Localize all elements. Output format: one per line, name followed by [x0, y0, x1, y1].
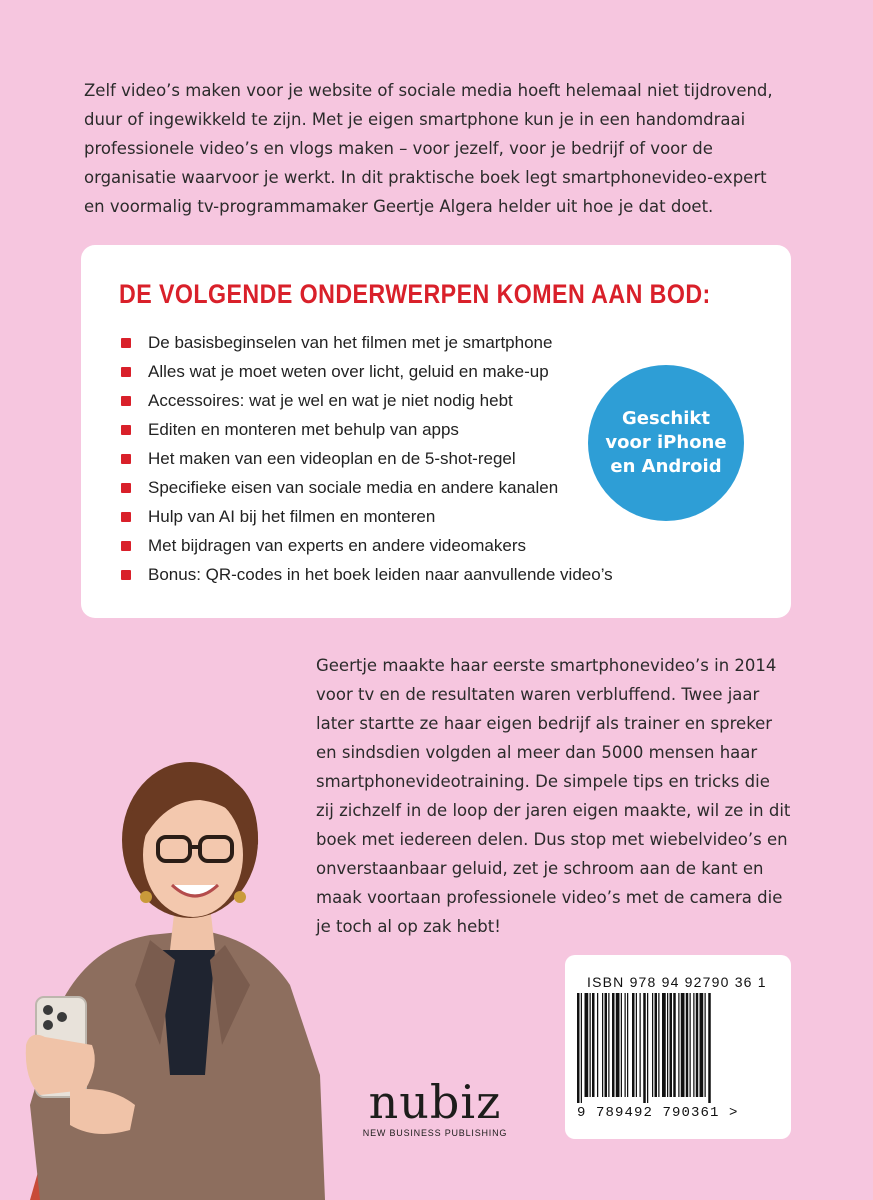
- intro-text: [84, 76, 804, 221]
- list-item-label: Het maken van een videoplan en de 5-shot-regel: [148, 448, 516, 468]
- bio-line: later startte ze haar eigen bedrijf als trainer en spreker: [316, 714, 773, 733]
- intro-line: duur of ingewikkeld te zijn. Met je eigen smartphone kun je in een handomdraai: [84, 110, 746, 129]
- barcode-box: [565, 955, 791, 1139]
- author-bio: [316, 651, 816, 941]
- bio-line: voor tv en de resultaten waren verbluffend. Twee jaar: [316, 685, 760, 704]
- list-item: [121, 473, 613, 502]
- topics-title: DE VOLGENDE ONDERWERPEN KOMEN AAN BOD:: [119, 279, 711, 309]
- intro-line: professionele video’s en vlogs maken – voor jezelf, voor je bedrijf of voor de: [84, 139, 713, 158]
- bio-line: je toch al op zak hebt!: [316, 917, 501, 936]
- list-item-label: Specifieke eisen van sociale media en andere kanalen: [148, 477, 559, 497]
- publisher-logo: [350, 1075, 520, 1138]
- intro-line: en voormalig tv-programmamaker Geertje Algera helder uit hoe je dat doet.: [84, 197, 714, 216]
- bio-line: zij zichzelf in de loop der jaren eigen maakte, wil ze in dit: [316, 801, 791, 820]
- list-item: [121, 531, 613, 560]
- badge-line: Geschikt: [622, 408, 710, 429]
- list-item: [121, 444, 613, 473]
- list-item: [121, 357, 613, 386]
- list-item-label: Alles wat je moet weten over licht, geluid en make-up: [148, 361, 549, 381]
- bio-line: Geertje maakte haar eerste smartphonevideo’s in 2014: [316, 656, 777, 675]
- square-bullet-icon: [121, 454, 131, 464]
- compatibility-badge: [588, 365, 744, 521]
- square-bullet-icon: [121, 483, 131, 493]
- list-item: [121, 560, 613, 589]
- list-item: [121, 328, 613, 357]
- list-item: [121, 502, 613, 531]
- bio-line: onverstaanbaar geluid, zet je schroom aan de kant en: [316, 859, 764, 878]
- list-item: [121, 415, 613, 444]
- isbn-label: ISBN 978 94 92790 36 1: [587, 974, 767, 990]
- square-bullet-icon: [121, 512, 131, 522]
- barcode-icon: [573, 993, 773, 1103]
- publisher-tagline: NEW BUSINESS PUBLISHING: [362, 1128, 508, 1138]
- square-bullet-icon: [121, 425, 131, 435]
- square-bullet-icon: [121, 396, 131, 406]
- list-item: [121, 386, 613, 415]
- barcode-digits: 9 789492 790361 >: [577, 1105, 739, 1121]
- list-item-label: De basisbeginselen van het filmen met je smartphone: [148, 332, 553, 352]
- list-item-label: Accessoires: wat je wel en wat je niet nodig hebt: [148, 390, 513, 410]
- badge-line: en Android: [610, 456, 722, 477]
- intro-line: organisatie waarvoor je werkt. In dit praktische boek legt smartphonevideo-expert: [84, 168, 767, 187]
- list-item-label: Editen en monteren met behulp van apps: [148, 419, 459, 439]
- square-bullet-icon: [121, 367, 131, 377]
- topics-list: [121, 328, 613, 589]
- list-item-label: Bonus: QR-codes in het boek leiden naar aanvullende video’s: [148, 564, 613, 584]
- bio-line: maak voortaan professionele video’s met de camera die: [316, 888, 783, 907]
- bio-line: boek met iedereen delen. Dus stop met wiebelvideo’s en: [316, 830, 788, 849]
- bio-line: en sindsdien volgden al meer dan 5000 mensen haar: [316, 743, 758, 762]
- intro-line: Zelf video’s maken voor je website of sociale media hoeft helemaal niet tijdrovend,: [84, 81, 773, 100]
- badge-line: voor iPhone: [605, 432, 727, 453]
- list-item-label: Met bijdragen van experts en andere videomakers: [148, 535, 526, 555]
- publisher-name: nubiz: [368, 1075, 502, 1129]
- square-bullet-icon: [121, 570, 131, 580]
- square-bullet-icon: [121, 338, 131, 348]
- list-item-label: Hulp van AI bij het filmen en monteren: [148, 506, 436, 526]
- author-photo: [0, 745, 330, 1200]
- bio-line: smartphonevideotraining. De simpele tips en tricks die: [316, 772, 770, 791]
- square-bullet-icon: [121, 541, 131, 551]
